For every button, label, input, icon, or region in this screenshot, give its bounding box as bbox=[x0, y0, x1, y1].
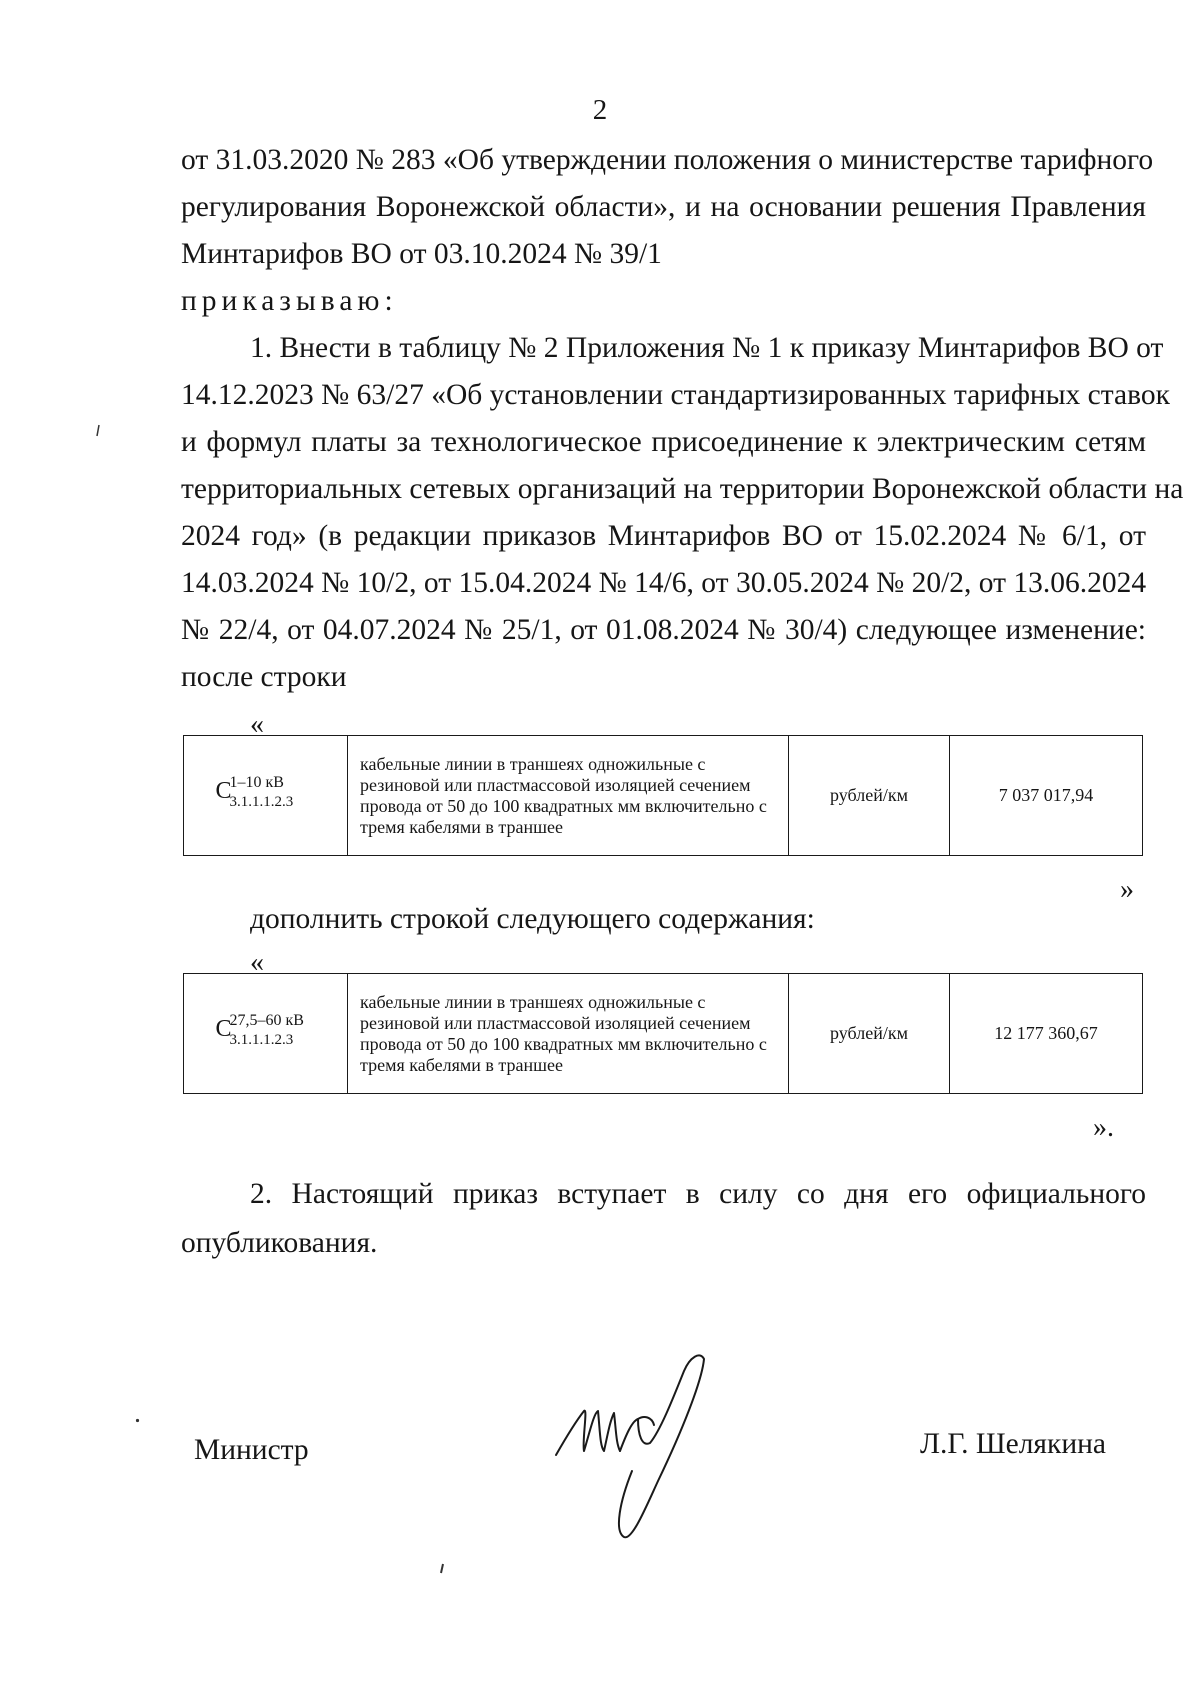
description-cell: кабельные линии в траншеях одножильные с резиновой или пластмассовой изоляцией сечением провода от 50 до 100 квадратных мм включительно с тремя кабелями в траншее bbox=[348, 736, 789, 856]
rate-symbol: C bbox=[215, 778, 232, 804]
scan-mark bbox=[135, 1418, 140, 1423]
rate-symbol: C bbox=[215, 1016, 232, 1042]
item1-line-3: и формул платы за технологическое присоединение к электрическим сетям bbox=[181, 426, 1146, 458]
rate-code bbox=[216, 1010, 316, 1052]
item1-line-2: 14.12.2023 № 63/27 «Об установлении стандартизированных тарифных ставок bbox=[181, 379, 1170, 411]
quote-close-2: ». bbox=[1093, 1112, 1114, 1143]
quote-open-1: « bbox=[250, 709, 264, 740]
rate-index: 3.1.1.1.2.3 bbox=[229, 1032, 294, 1048]
rate-index: 3.1.1.1.2.3 bbox=[229, 794, 294, 810]
rate-code-cell bbox=[184, 974, 348, 1094]
table-row bbox=[184, 736, 1143, 856]
tariff-table-existing bbox=[183, 735, 1143, 856]
quote-open-2: « bbox=[250, 947, 264, 978]
item2-line-1: 2. Настоящий приказ вступает в силу со дня его официального bbox=[250, 1178, 1146, 1210]
scan-mark bbox=[439, 1563, 445, 1575]
quote-close-1: » bbox=[1120, 874, 1134, 905]
page-number: 2 bbox=[592, 94, 608, 126]
add-row-text: дополнить строкой следующего содержания: bbox=[250, 903, 815, 935]
intro-line-1: от 31.03.2020 № 283 «Об утверждении положения о министерстве тарифного bbox=[181, 144, 1154, 176]
tariff-table-added bbox=[183, 973, 1143, 1094]
table-row bbox=[184, 974, 1143, 1094]
signatory-title: Министр bbox=[194, 1434, 309, 1466]
rate-code-cell bbox=[184, 736, 348, 856]
item1-line-5: 2024 год» (в редакции приказов Минтарифов ВО от 15.02.2024 № 6/1, от bbox=[181, 520, 1146, 552]
item1-line-7: № 22/4, от 04.07.2024 № 25/1, от 01.08.2024 № 30/4) следующее изменение: bbox=[181, 614, 1146, 646]
item1-line-1: 1. Внести в таблицу № 2 Приложения № 1 к приказу Минтарифов ВО от bbox=[250, 332, 1164, 364]
signature-image bbox=[554, 1351, 724, 1541]
order-word: приказываю: bbox=[181, 285, 398, 317]
signatory-name: Л.Г. Шелякина bbox=[920, 1428, 1107, 1460]
rate-code bbox=[216, 772, 316, 814]
description-cell: кабельные линии в траншеях одножильные с резиновой или пластмассовой изоляцией сечением провода от 50 до 100 квадратных мм включительно с тремя кабелями в траншее bbox=[348, 974, 789, 1094]
unit-cell: рублей/км bbox=[789, 974, 950, 1094]
rate-voltage: 1–10 кВ bbox=[229, 774, 284, 791]
rate-voltage: 27,5–60 кВ bbox=[229, 1012, 304, 1029]
intro-line-3: Минтарифов ВО от 03.10.2024 № 39/1 bbox=[181, 238, 662, 270]
scan-mark bbox=[95, 424, 101, 438]
value-cell: 12 177 360,67 bbox=[950, 974, 1143, 1094]
unit-cell: рублей/км bbox=[789, 736, 950, 856]
item1-line-4: территориальных сетевых организаций на территории Воронежской области на bbox=[181, 473, 1184, 505]
item2-line-2: опубликования. bbox=[181, 1227, 378, 1259]
item1-line-6: 14.03.2024 № 10/2, от 15.04.2024 № 14/6, от 30.05.2024 № 20/2, от 13.06.2024 bbox=[181, 567, 1147, 599]
value-cell: 7 037 017,94 bbox=[950, 736, 1143, 856]
item1-line-8: после строки bbox=[181, 661, 347, 693]
intro-line-2: регулирования Воронежской области», и на основании решения Правления bbox=[181, 191, 1146, 223]
